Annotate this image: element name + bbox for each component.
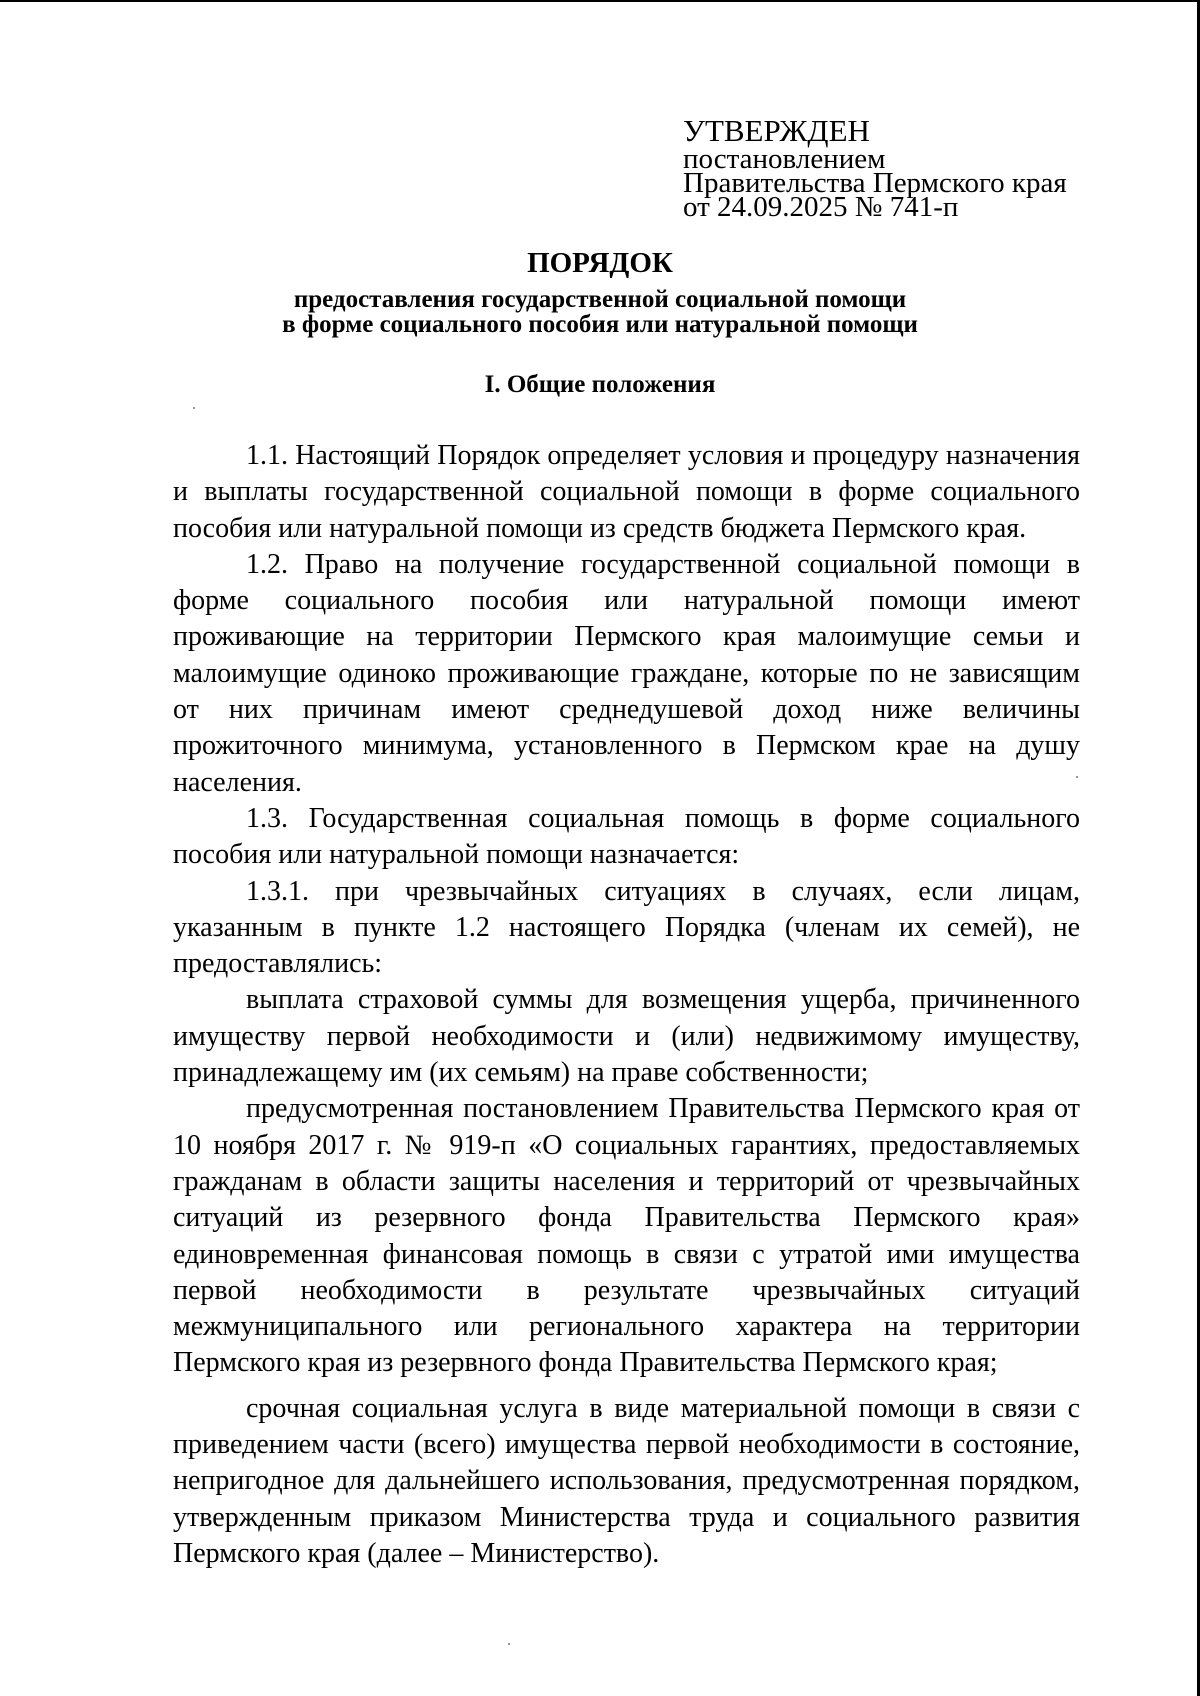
section-heading: I. Общие положения — [484, 371, 716, 398]
approval-line-1: постановлением — [683, 143, 886, 175]
paragraph-reserve-fund: предусмотренная постановлением Правительства Пермского края от 10 ноября 2017 г. № 919-п «О социальных гарантиях, предоставляемых гражданам в области защиты населения и территорий от чрезвычайных ситуаций из резервного фонда Правительства Пермского края» единовременная финансовая помощь в связи с утратой ими имущества первой необходимости в результате чрезвычайных ситуаций межмуниципального или регионального характера на территории Пермского края из резервного фонда Правительства Пермского края; — [173, 1093, 1080, 1379]
scan-speck — [508, 1643, 510, 1645]
paragraph-urgent-service: срочная социальная услуга в виде материальной помощи в связи с приведением части (всего) имущества первой необходимости в состояние, непригодное для дальнейшего использования, предусмотренная порядком, утвержденным приказом Министерства труда и социального развития Пермского края (далее – Министерство). — [173, 1392, 1080, 1569]
approval-block — [683, 113, 1067, 223]
subtitle-line-1: предоставления государственной социальной помощи — [293, 286, 907, 313]
paragraph-1-2: 1.2. Право на получение государственной социальной помощи в форме социального пособия или натуральной помощи имеют проживающие на территории Пермского края малоимущие семьи и малоимущие одиноко проживающие граждане, которые по не зависящим от них причинам имеют среднедушевой доход ниже величины прожиточного минимума, установленного в Пермском крае на душу населения. — [173, 548, 1080, 798]
document-subtitle — [0, 287, 1200, 337]
approval-stamp: УТВЕРЖДЕН — [683, 113, 870, 148]
document-title: ПОРЯДОК — [527, 247, 673, 279]
paragraph-1-3-1: 1.3.1. при чрезвычайных ситуациях в случаях, если лицам, указанным в пункте 1.2 настоящего Порядка (членам их семей), не предоставлялись: — [173, 875, 1080, 980]
scan-edge-top — [0, 0, 1200, 2]
approval-line-2: Правительства Пермского края — [683, 167, 1067, 199]
paragraph-insurance: выплата страховой суммы для возмещения ущерба, причиненного имуществу первой необходимости и (или) недвижимому имуществу, принадлежащему им (их семьям) на праве собственности; — [173, 984, 1080, 1089]
paragraph-1-1: 1.1. Настоящий Порядок определяет условия и процедуру назначения и выплаты государственной социальной помощи в форме социального пособия или натуральной помощи из средств бюджета Пермского края. — [173, 440, 1080, 544]
scan-speck — [193, 407, 195, 409]
document-body — [173, 438, 1080, 1572]
paragraph-1-3: 1.3. Государственная социальная помощь в форме социального пособия или натуральной помощи назначается: — [173, 802, 1080, 871]
approval-line-3: от 24.09.2025 № 741-п — [683, 191, 959, 223]
subtitle-line-2: в форме социального пособия или натуральной помощи — [282, 311, 918, 338]
scan-speck — [1076, 776, 1078, 778]
